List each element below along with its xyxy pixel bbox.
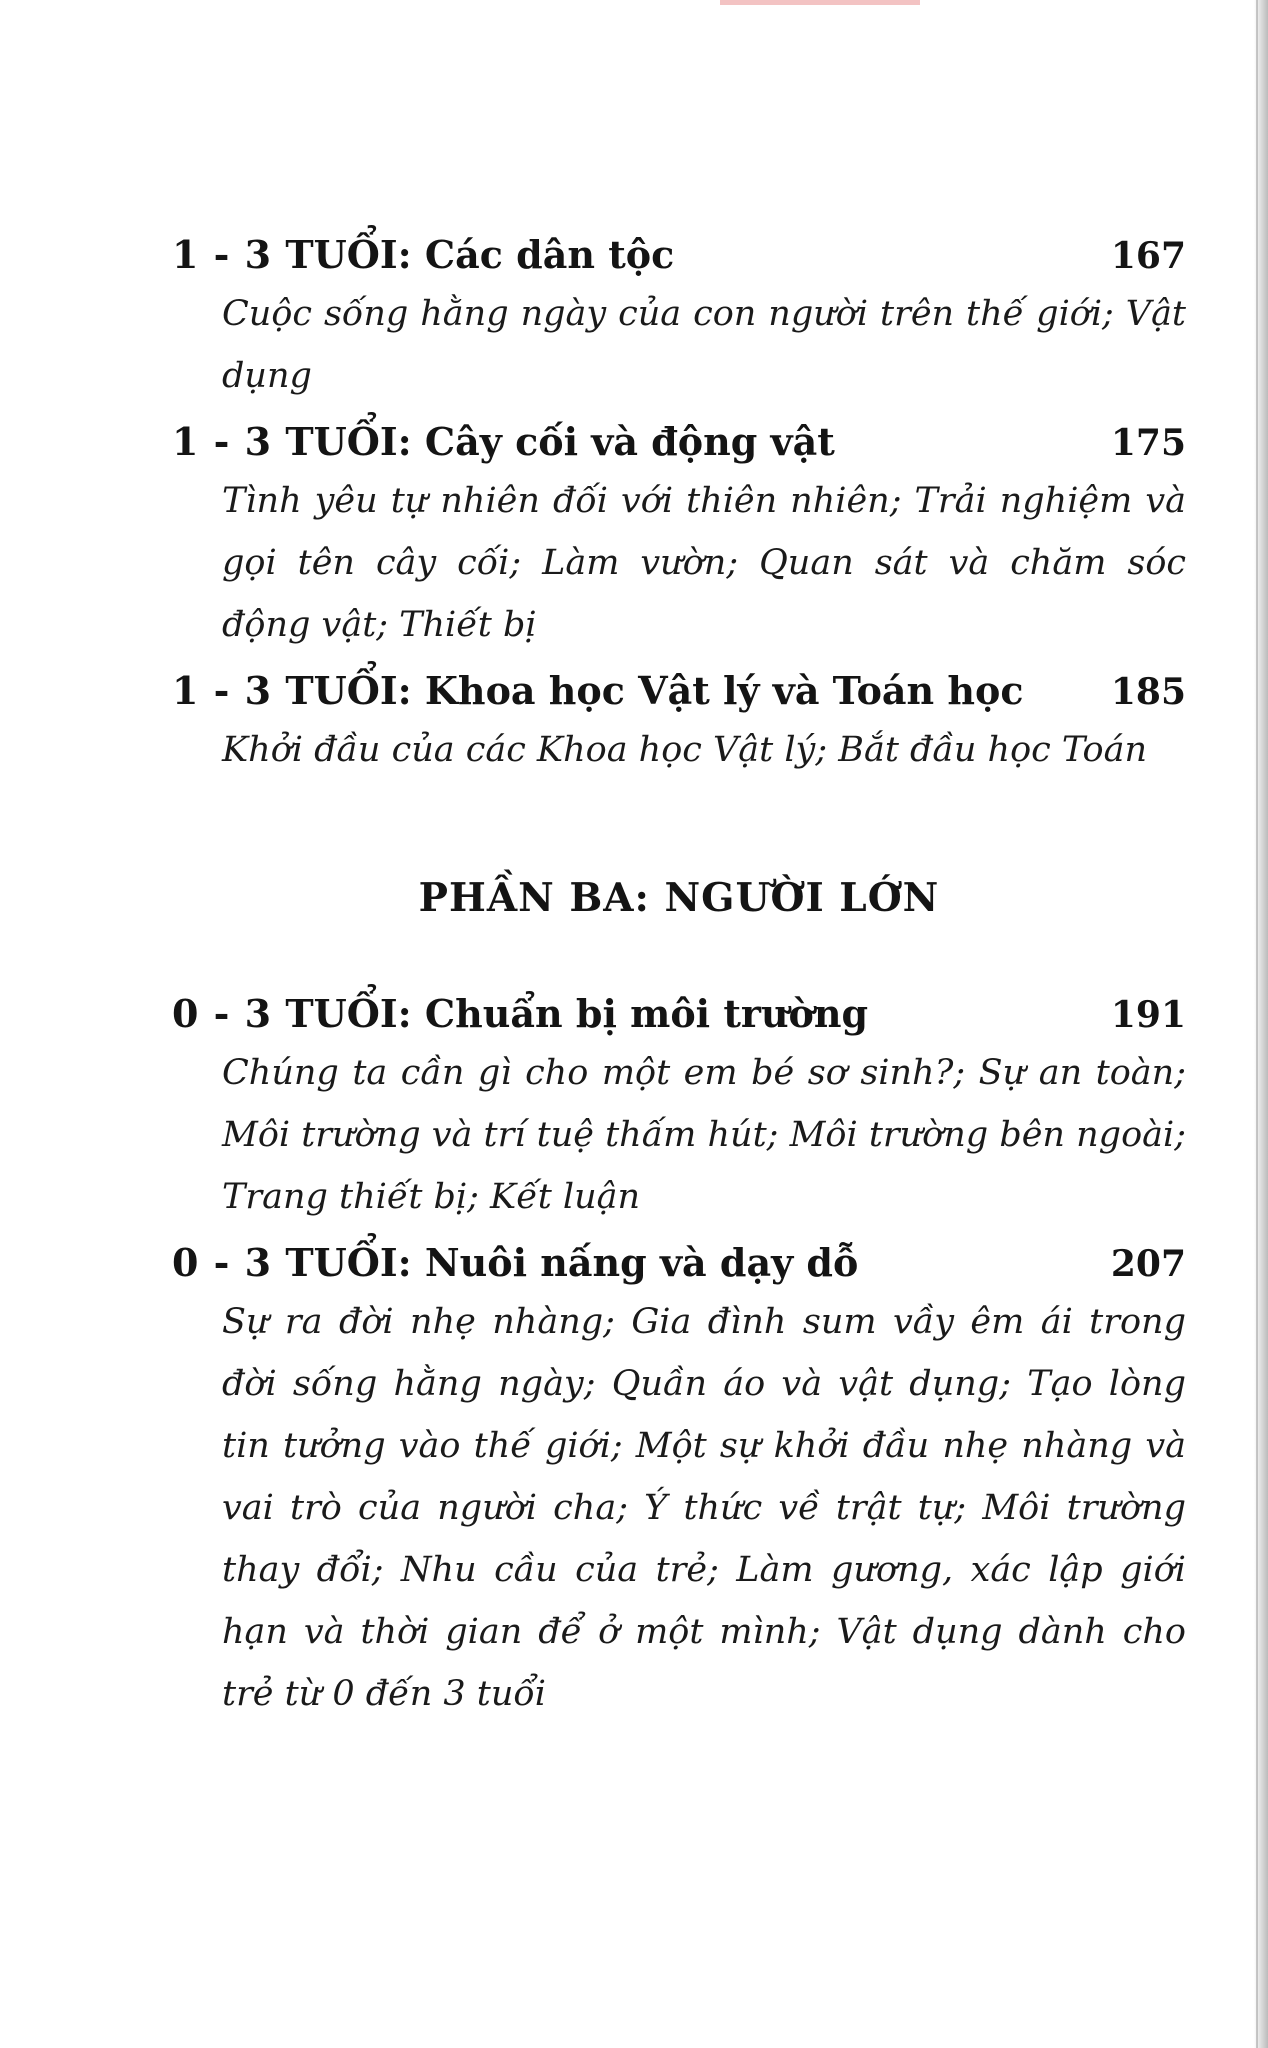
section-heading: PHẦN BA: NGƯỜI LỚN	[418, 875, 940, 921]
toc-entry	[172, 228, 1186, 407]
toc-entry-page-number: 207	[1110, 1243, 1186, 1285]
toc-entry-title: TUỔI: Chuẩn bị môi trường	[285, 991, 869, 1036]
toc-entry-age: 1 - 3	[172, 232, 273, 277]
toc-entry-page-number: 175	[1110, 422, 1186, 464]
toc-entry-description: Cuộc sống hằng ngày của con người trên thế giới; Vật dụng	[222, 294, 1186, 396]
toc-entry-label	[172, 228, 674, 282]
table-of-contents	[172, 228, 1186, 1725]
toc-entry-heading	[172, 1236, 1186, 1291]
toc-entry	[172, 987, 1186, 1228]
toc-entry-description: Chúng ta cần gì cho một em bé sơ sinh?; Sự an toàn; Môi trường và trí tuệ thấm hút; Môi trường bên ngoài; Trang thiết bị; Kết luận	[222, 1053, 1186, 1217]
toc-entry-description: Tình yêu tự nhiên đối với thiên nhiên; Trải nghiệm và gọi tên cây cối; Làm vườn; Quan sát và chăm sóc động vật; Thiết bị	[222, 481, 1186, 645]
toc-entry-age: 0 - 3	[172, 991, 273, 1036]
toc-entry-title: TUỔI: Nuôi nấng và dạy dỗ	[285, 1240, 859, 1285]
toc-entry-age: 1 - 3	[172, 419, 273, 464]
toc-entry-title: TUỔI: Cây cối và động vật	[285, 419, 835, 464]
toc-entry	[172, 1236, 1186, 1725]
toc-entry-heading	[172, 664, 1186, 719]
page-top-tint	[720, 0, 920, 5]
toc-entry-age: 0 - 3	[172, 1240, 273, 1285]
toc-entry-heading	[172, 987, 1186, 1042]
toc-entry-heading	[172, 228, 1186, 283]
toc-entry-label	[172, 664, 1024, 718]
toc-entry-page-number: 167	[1110, 235, 1186, 277]
toc-entry-label	[172, 415, 835, 469]
toc-entry-heading	[172, 415, 1186, 470]
page-edge-shadow	[1254, 0, 1268, 2048]
toc-entry-title: TUỔI: Khoa học Vật lý và Toán học	[285, 668, 1024, 713]
toc-entry-description: Sự ra đời nhẹ nhàng; Gia đình sum vầy êm ái trong đời sống hằng ngày; Quần áo và vật dụng; Tạo lòng tin tưởng vào thế giới; Một sự khởi đầu nhẹ nhàng và vai trò của người cha; Ý thức về trật tự; Môi trường thay đổi; Nhu cầu của trẻ; Làm gương, xác lập giới hạn và thời gian để ở một mình; Vật dụng dành cho trẻ từ 0 đến 3 tuổi	[222, 1302, 1186, 1714]
toc-entry-description: Khởi đầu của các Khoa học Vật lý; Bắt đầu học Toán	[222, 730, 1147, 770]
toc-entry-label	[172, 1236, 858, 1290]
toc-entry-title: TUỔI: Các dân tộc	[285, 232, 675, 277]
toc-entry-page-number: 185	[1110, 671, 1186, 713]
toc-entry	[172, 415, 1186, 656]
toc-entry	[172, 664, 1186, 781]
toc-entry-page-number: 191	[1110, 994, 1186, 1036]
toc-entry-age: 1 - 3	[172, 668, 273, 713]
toc-entry-label	[172, 987, 868, 1041]
